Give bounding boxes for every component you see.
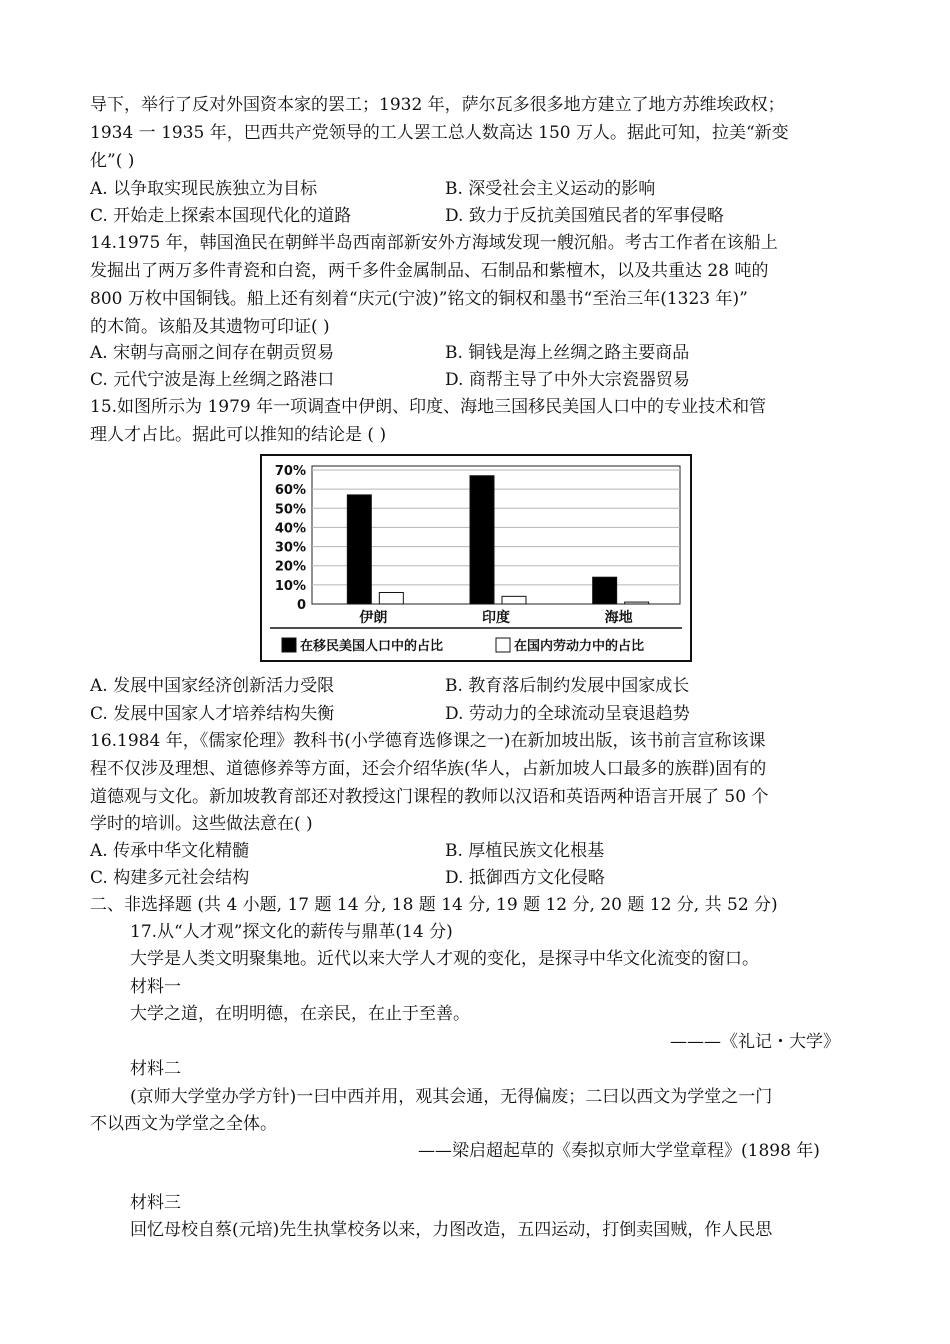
bar-domestic-share <box>379 593 403 604</box>
q15-option-d: D. 劳动力的全球流动呈衰退趋势 <box>445 704 690 724</box>
q16-text-line-4: 学时的培训。这些做法意在( ) <box>90 814 313 834</box>
section-2-heading: 二、非选择题 (共 4 小题, 17 题 14 分, 18 题 14 分, 19 题 12 分, 20 题 12 分, 共 52 分) <box>90 895 778 915</box>
q14-text-line-4: 的木简。该船及其遗物可印证( ) <box>90 317 330 337</box>
q15-text-line-2: 理人才占比。据此可以推知的结论是 ( ) <box>90 425 387 445</box>
material-3-label: 材料三 <box>130 1193 181 1213</box>
y-tick-label: 60% <box>274 483 306 499</box>
q14-option-d: D. 商帮主导了中外大宗瓷器贸易 <box>445 370 690 390</box>
q15-option-c: C. 发展中国家人才培养结构失衡 <box>90 704 335 724</box>
material-3-text-line-1: 回忆母校自蔡(元培)先生执掌校务以来，力图改造，五四运动，打倒卖国贼，作人民思 <box>130 1220 773 1240</box>
x-category-label: 印度 <box>482 610 510 626</box>
q13-option-a: A. 以争取实现民族独立为目标 <box>90 179 318 199</box>
q16-option-a: A. 传承中华文化精髓 <box>90 841 250 861</box>
bar-domestic-share <box>502 596 526 604</box>
q13-option-d: D. 致力于反抗美国殖民者的军事侵略 <box>445 206 724 226</box>
q13-text-line-1: 导下，举行了反对外国资本家的罢工；1932 年，萨尔瓦多很多地方建立了地方苏维埃政权； <box>90 95 785 115</box>
q14-option-a: A. 宋朝与高丽之间存在朝贡贸易 <box>90 343 335 363</box>
q14-text-line-3: 800 万枚中国铜钱。船上还有刻着“庆元(宁波)”铭文的铜权和墨书“至治三年(1323 年)” <box>90 289 748 309</box>
material-1-text: 大学之道，在明明德，在亲民，在止于至善。 <box>130 1004 470 1024</box>
legend-label-domestic: 在国内劳动力中的占比 <box>514 639 645 654</box>
q14-option-b: B. 铜钱是海上丝绸之路主要商品 <box>445 343 690 363</box>
material-1-source: ———《礼记・大学》 <box>670 1032 840 1052</box>
material-2-text-line-2: 不以西文为学堂之全体。 <box>90 1114 277 1134</box>
q16-option-c: C. 构建多元社会结构 <box>90 868 250 888</box>
q14-option-c: C. 元代宁波是海上丝绸之路港口 <box>90 370 335 390</box>
material-2-label: 材料二 <box>130 1059 181 1079</box>
bar-domestic-share <box>625 602 649 604</box>
migration-bar-chart <box>260 454 692 662</box>
q13-option-b: B. 深受社会主义运动的影响 <box>445 179 656 199</box>
y-tick-label: 50% <box>274 502 306 518</box>
legend-swatch-domestic <box>496 638 510 652</box>
y-tick-label: 70% <box>274 464 306 479</box>
material-2-source: ——梁启超起草的《奏拟京师大学堂章程》(1898 年) <box>418 1141 820 1161</box>
q16-text-line-3: 道德观与文化。新加坡教育部还对教授这门课程的教师以汉语和英语两种语言开展了 50 个 <box>90 787 769 807</box>
q13-text-line-3: 化”( ) <box>90 151 135 171</box>
q16-option-d: D. 抵御西方文化侵略 <box>445 868 605 888</box>
q16-text-line-1: 16.1984 年，《儒家伦理》教科书(小学德育选修课之一)在新加坡出版，该书前言宣称该课 <box>90 731 766 751</box>
y-tick-label: 30% <box>274 540 306 556</box>
material-2-text-line-1: (京师大学堂办学方针)一曰中西并用，观其会通，无得偏废；二曰以西文为学堂之一门 <box>130 1087 773 1107</box>
y-tick-label: 0 <box>296 598 306 613</box>
chart-svg <box>260 454 692 662</box>
q14-text-line-1: 14.1975 年，韩国渔民在朝鲜半岛西南部新安外方海域发现一艘沉船。考古工作者在该船上 <box>90 233 778 253</box>
q16-option-b: B. 厚植民族文化根基 <box>445 841 605 861</box>
legend-swatch-immigrant <box>282 638 296 652</box>
bar-immigrant-share <box>593 577 617 604</box>
q13-option-c: C. 开始走上探索本国现代化的道路 <box>90 206 352 226</box>
x-category-label: 伊朗 <box>359 610 388 626</box>
q13-text-line-2: 1934 一 1935 年，巴西共产党领导的工人罢工总人数高达 150 万人。据此可知，拉美“新变 <box>90 123 789 143</box>
q17-intro: 大学是人类文明聚集地。近代以来大学人才观的变化，是探寻中华文化流变的窗口。 <box>130 949 759 969</box>
material-1-label: 材料一 <box>130 977 181 997</box>
q17-title: 17.从“人才观”探文化的薪传与鼎革(14 分) <box>130 922 453 942</box>
x-category-label: 海地 <box>604 610 633 626</box>
q16-text-line-2: 程不仅涉及理想、道德修养等方面，还会介绍华族(华人，占新加坡人口最多的族群)固有的 <box>90 759 767 779</box>
bar-immigrant-share <box>347 495 371 604</box>
y-tick-label: 10% <box>274 578 306 594</box>
y-tick-label: 40% <box>274 521 306 537</box>
y-tick-label: 20% <box>274 559 306 575</box>
q15-option-a: A. 发展中国家经济创新活力受限 <box>90 676 335 696</box>
q15-text-line-1: 15.如图所示为 1979 年一项调查中伊朗、印度、海地三国移民美国人口中的专业技术和管 <box>90 397 767 417</box>
q14-text-line-2: 发掘出了两万多件青瓷和白瓷，两千多件金属制品、石制品和紫檀木，以及共重达 28 吨的 <box>90 261 769 281</box>
q15-option-b: B. 教育落后制约发展中国家成长 <box>445 676 690 696</box>
legend-label-immigrant: 在移民美国人口中的占比 <box>300 639 444 654</box>
bar-immigrant-share <box>470 476 494 604</box>
